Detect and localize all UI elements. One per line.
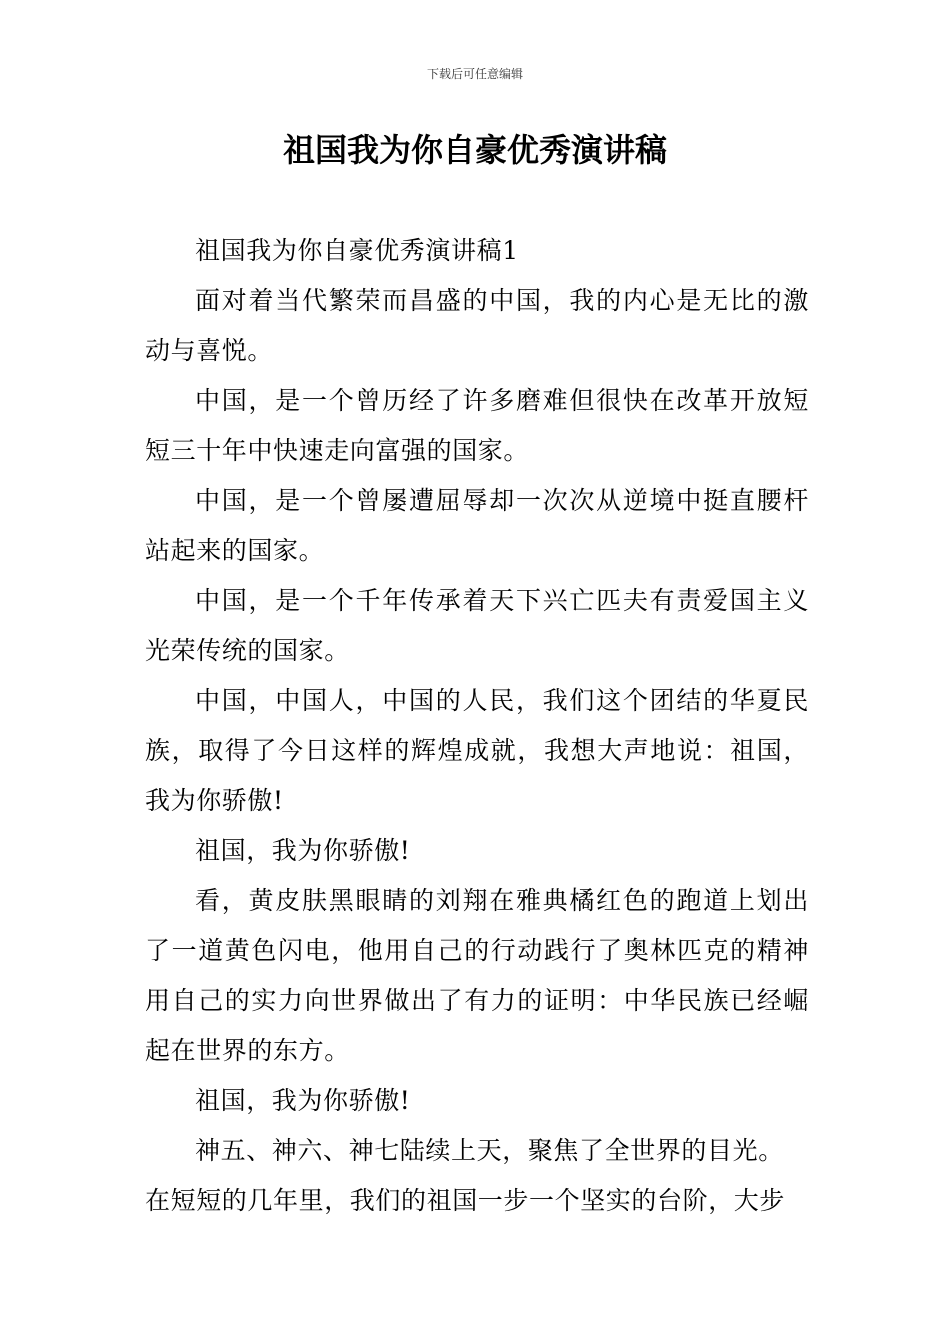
document-title: 祖国我为你自豪优秀演讲稿 bbox=[282, 131, 667, 169]
paragraph: 中国，是一个千年传承着天下兴亡匹夫有责爱国主义光荣传统的国家。 bbox=[145, 586, 809, 665]
paragraph-subtitle: 祖国我为你自豪优秀演讲稿1 bbox=[195, 236, 519, 265]
paragraph: 中国，是一个曾屡遭屈辱却一次次从逆境中挺直腰杆站起来的国家。 bbox=[145, 486, 809, 565]
paragraph: 祖国，我为你骄傲! bbox=[195, 1086, 411, 1115]
document-body bbox=[145, 226, 809, 1226]
paragraph: 神五、神六、神七陆续上天，聚焦了全世界的目光。 bbox=[195, 1136, 784, 1165]
paragraph: 祖国，我为你骄傲! bbox=[195, 836, 411, 865]
paragraph: 中国，是一个曾历经了许多磨难但很快在改革开放短短三十年中快速走向富强的国家。 bbox=[145, 386, 809, 465]
paragraph: 看，黄皮肤黑眼睛的刘翔在雅典橘红色的跑道上划出了一道黄色闪电，他用自己的行动践行了奥林匹克的精神用自己的实力向世界做出了有力的证明：中华民族已经崛起在世界的东方。 bbox=[145, 886, 809, 1065]
paragraph: 在短短的几年里，我们的祖国一步一个坚实的台阶，大步 bbox=[145, 1186, 786, 1215]
paragraph: 中国，中国人，中国的人民，我们这个团结的华夏民族，取得了今日这样的辉煌成就，我想大声地说：祖国，我为你骄傲! bbox=[145, 686, 809, 815]
paragraph: 面对着当代繁荣而昌盛的中国，我的内心是无比的激动与喜悦。 bbox=[145, 286, 809, 365]
header-note: 下载后可任意编辑 bbox=[426, 67, 523, 81]
